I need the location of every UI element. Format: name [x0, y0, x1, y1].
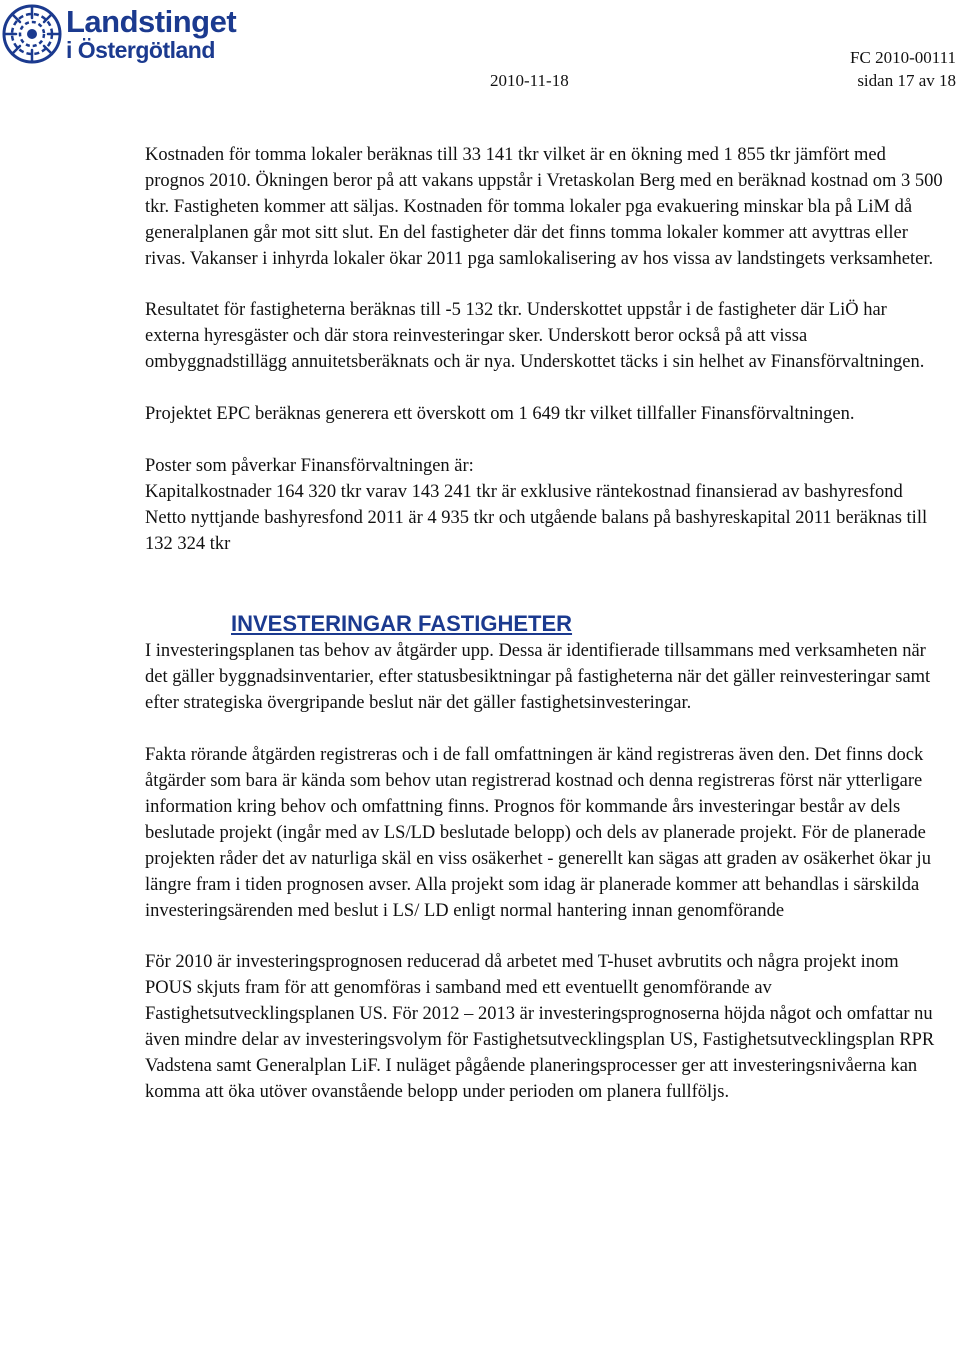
document-body: [145, 143, 945, 1106]
poster-item-bashyresfond: Netto nyttjande bashyresfond 2011 är 4 935 tkr och utgående balans på bashyreskapital 2011 beräknas till 132 324 tkr: [145, 507, 928, 554]
page-header: [0, 0, 960, 96]
poster-intro: Poster som påverkar Finansförvaltningen är:: [145, 455, 474, 476]
paragraph-prognos-2010: För 2010 är investeringsprognosen reducerad då arbetet med T-huset avbrutits och några projekt inom POUS skjuts fram för att genomföras i samband med ett eventuellt genomförande av Fastighetsutvecklingsplanen US. För 2012 – 2013 är investeringsprognoserna höjda något och omfattar nu även mindre delar av investeringsvolym för Fastighetsutvecklingsplan US, Fastighetsutvecklingsplan RPR Vadstena samt Generalplan LiF. I nuläget pågående planeringsprocesser ger att investeringsnivåerna kan komma att öka utöver ovanstående belopp under perioden om planera fullföljs.: [145, 952, 935, 1102]
section-heading-investeringar: INVESTERINGAR FASTIGHETER: [231, 611, 573, 637]
paragraph-investeringsplan: I investeringsplanen tas behov av åtgärder upp. Dessa är identifierade tillsammans med verksamheten när det gäller byggnadsinventarier, efter statusbesiktningar på fastigheterna när det gäller reinvesteringar samt efter strategiska övergripande beslut när det gäller fastighetsinvesteringar.: [145, 641, 931, 714]
paragraph-fakta: Fakta rörande åtgärden registreras och i de fall omfattningen är känd registreras även den. Det finns dock åtgärder som bara är kända som behov utan registrerad kostnad och denna registreras först när ytterligare information kring behov och omfattning finns. Prognos för kommande års investeringar består av dels beslutade projekt (ingår med av LS/LD beslutade belopp) och dels av planerade projekt. För de planerade projekten råder det av naturliga skäl en viss osäkerhet - generellt kan sägas att graden av osäkerhet ökar ju längre fram i tiden prognosen avser. Alla projekt som idag är planerade kommer att behandlas i särskilda investeringsärenden med beslut i LS/ LD enligt normal hantering innan genomförande: [145, 745, 931, 921]
document-date: 2010-11-18: [490, 71, 569, 90]
crest-icon: [2, 4, 62, 64]
poster-item-kapitalkostnader: Kapitalkostnader 164 320 tkr varav 143 241 tkr är exklusive räntekostnad finansierad av bashyresfond: [145, 481, 903, 502]
paragraph-epc: Projektet EPC beräknas generera ett överskott om 1 649 tkr vilket tillfaller Finansförvaltningen.: [145, 404, 855, 425]
logo-text-line2: i Östergötland: [66, 37, 215, 63]
paragraph-resultat: Resultatet för fastigheterna beräknas till -5 132 tkr. Underskottet uppstår i de fastigheter där LiÖ har externa hyresgäster och där stora reinvesteringar sker. Underskott beror också på att vissa ombyggnadstillägg annuitetsberäknats och är nya. Underskottet täcks i sin helhet av Finansförvaltningen.: [145, 300, 925, 373]
logo-text-line1: Landstinget: [66, 4, 237, 39]
page-number: sidan 17 av 18: [857, 71, 956, 90]
document-number: FC 2010-00111: [850, 48, 956, 67]
landstinget-logo: [2, 4, 252, 66]
paragraph-tomma-lokaler: Kostnaden för tomma lokaler beräknas till 33 141 tkr vilket är en ökning med 1 855 tkr jämfört med prognos 2010. Ökningen beror på att vakans uppstår i Vretaskolan Berg med en beräknad kostnad om 3 500 tkr. Fastigheten kommer att säljas. Kostnaden för tomma lokaler pga evakuering minskar bla på LiM då generalplanen går mot sitt slut. En del fastigheter där det finns tomma lokaler kommer att avyttras eller rivas. Vakanser i inhyrda lokaler ökar 2011 pga samlokalisering av hos vissa av landstingets verksamheter.: [145, 145, 943, 269]
